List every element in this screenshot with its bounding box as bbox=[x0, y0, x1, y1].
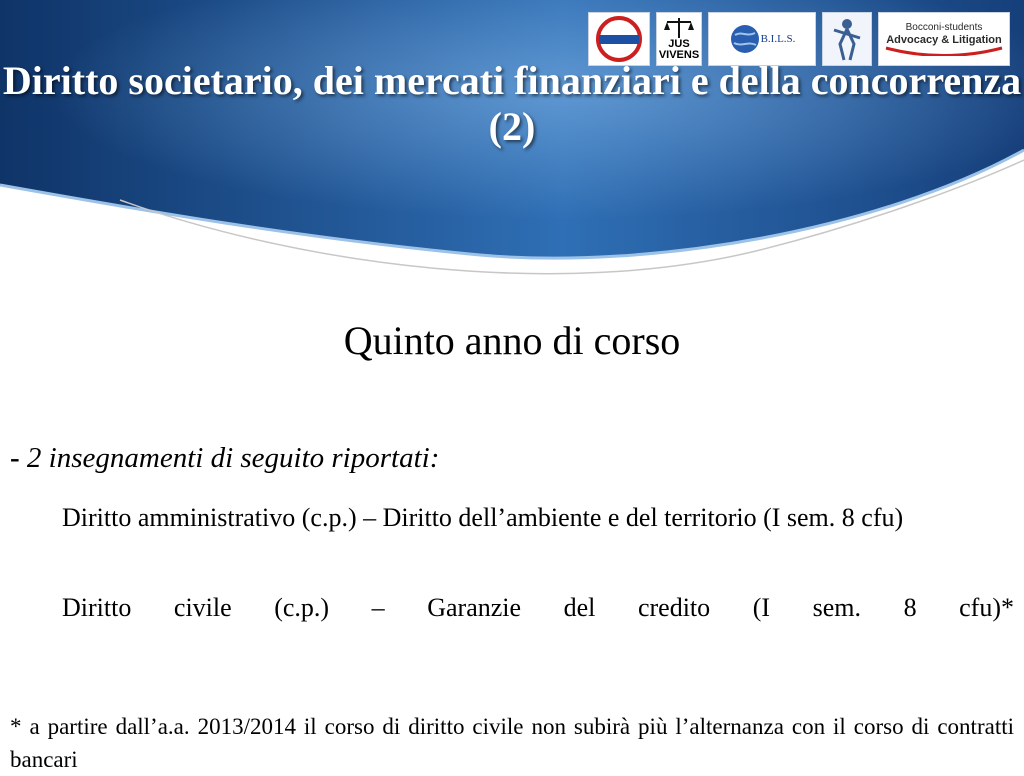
red-swoosh-icon bbox=[884, 46, 1004, 56]
slide-subtitle: Quinto anno di corso bbox=[343, 318, 681, 363]
jus-line1: JUS bbox=[668, 38, 690, 50]
bils-label: B.I.L.S. bbox=[760, 33, 796, 45]
alternativa-logo-icon bbox=[591, 15, 647, 63]
footnote: * a partire dall’a.a. 2013/2014 il corso di diritto civile non subirà più l’alternanza con il corso di contratti bancari bbox=[10, 714, 1014, 772]
bsal-line1: Bocconi-students bbox=[905, 22, 983, 33]
course-item: Diritto civile (c.p.) – Garanzie del credito (I sem. 8 cfu)* bbox=[62, 593, 1014, 622]
intro-line bbox=[10, 442, 439, 475]
course-item: Diritto amministrativo (c.p.) – Diritto dell’ambiente e del territorio (I sem. 8 cfu) bbox=[62, 503, 904, 532]
intro-dash: - bbox=[10, 442, 20, 474]
slide-title: Diritto societario, dei mercati finanziari e della concorrenza (2) bbox=[2, 58, 1022, 149]
intro-text: 2 insegnamenti di seguito riportati: bbox=[19, 442, 440, 474]
jus-line2: VIVENS bbox=[658, 49, 700, 61]
globe-icon bbox=[729, 23, 761, 55]
bsal-line2: Advocacy & Litigation bbox=[886, 34, 1002, 46]
scales-icon bbox=[664, 17, 694, 39]
statue-icon bbox=[830, 16, 864, 62]
